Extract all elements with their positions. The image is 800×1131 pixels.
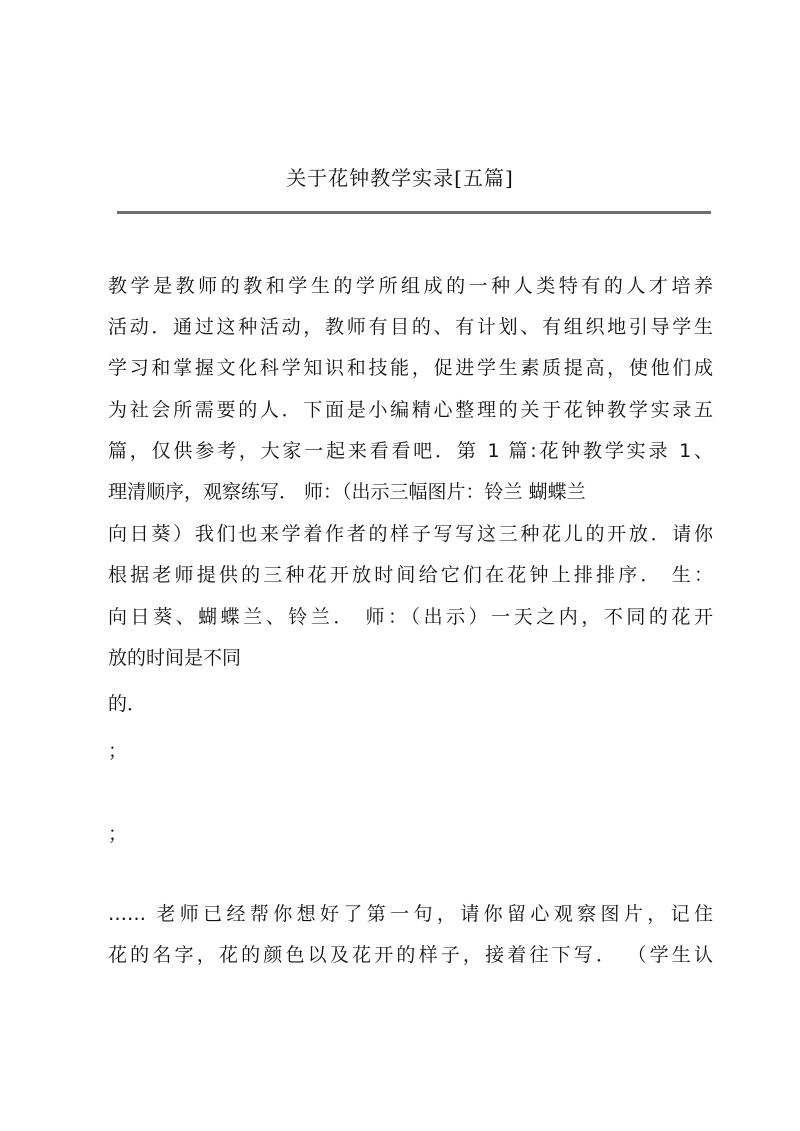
paragraph-line: 理清顺序，观察练写． 师：（出示三幅图片：铃兰 蝴蝶兰: [108, 481, 586, 503]
paragraph-line: 学习和掌握文化科学知识和技能，促进学生素质提高，使他们成: [108, 357, 713, 379]
paragraph-line: 放的时间是不同: [108, 647, 242, 669]
paragraph-line: 活动．通过这种活动，教师有目的、有计划、有组织地引导学生: [108, 316, 713, 338]
paragraph-line: 向日葵）我们也来学着作者的样子写写这三种花儿的开放．请你: [108, 523, 713, 545]
paragraph-line: ；: [108, 740, 128, 762]
paragraph-line: …… 老师已经帮你想好了第一句，请你留心观察图片，记住: [108, 903, 713, 925]
title-underline: [117, 211, 711, 214]
paragraph-line: 根据老师提供的三种花开放时间给它们在花钟上排排序． 生：: [108, 564, 713, 586]
document-title: 关于花钟教学实录[五篇]: [286, 166, 514, 190]
paragraph-line: 篇，仅供参考，大家一起来看看吧．第 1 篇:花钟教学实录 1、: [108, 440, 713, 462]
paragraph-line: 教学是教师的教和学生的学所组成的一种人类特有的人才培养: [108, 275, 713, 297]
paragraph-line: 的．: [108, 693, 147, 715]
paragraph-line: ；: [108, 823, 128, 845]
paragraph-line: 为社会所需要的人．下面是小编精心整理的关于花钟教学实录五: [108, 399, 713, 421]
paragraph-line: 花的名字，花的颜色以及花开的样子，接着往下写． （学生认: [108, 944, 713, 966]
paragraph-line: 向日葵、蝴蝶兰、铃兰． 师：（出示）一天之内，不同的花开: [108, 606, 713, 628]
